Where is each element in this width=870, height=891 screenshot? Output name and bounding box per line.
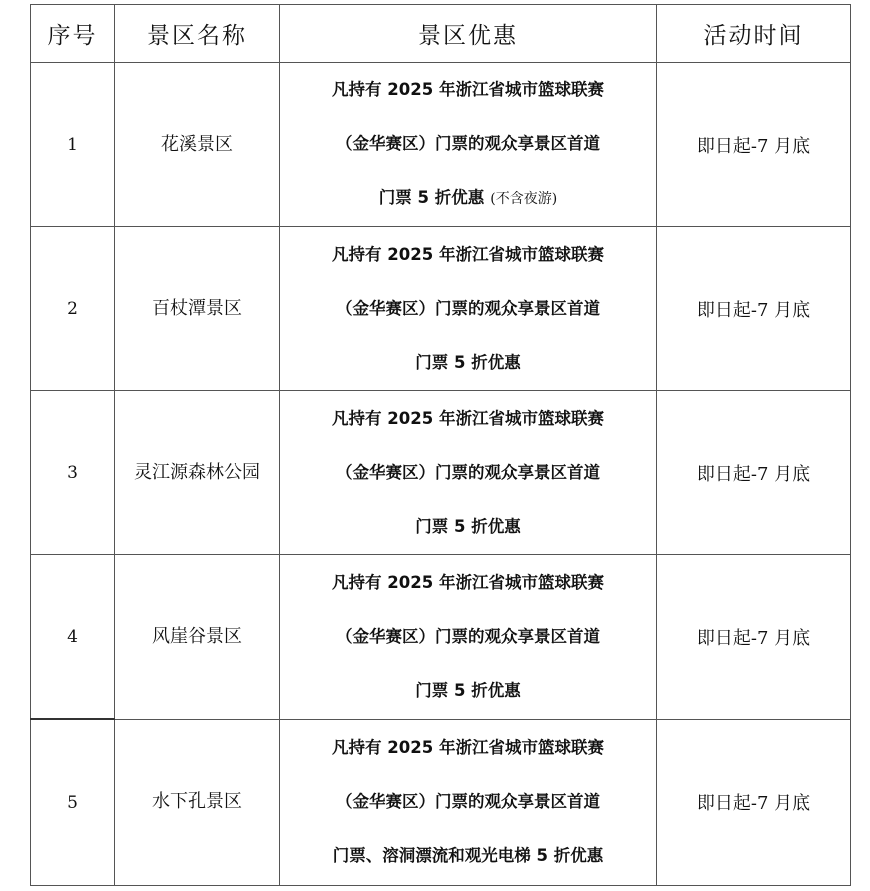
table-header-row: [31, 5, 851, 63]
header-scenic-name: 景区名称: [115, 5, 280, 63]
offer-line-last: [280, 171, 656, 226]
scenic-offer: [280, 719, 657, 886]
offer-line: 门票 5 折优惠: [415, 516, 521, 536]
scenic-name: 风崖谷景区: [115, 555, 280, 720]
activity-time: 即日起-7 月底: [657, 555, 851, 720]
row-number: 1: [31, 63, 115, 227]
offer-line: 凡持有 2025 年浙江省城市篮球联赛: [332, 244, 604, 264]
table-row: [31, 63, 851, 227]
offer-line-text: 门票 5 折优惠: [378, 188, 485, 207]
scenic-name: 灵江源森林公园: [115, 391, 280, 555]
header-scenic-offer: 景区优惠: [280, 5, 657, 63]
offer-line: （金华赛区）门票的观众享景区首道: [336, 298, 600, 318]
scenic-name: 花溪景区: [115, 63, 280, 227]
offer-line: （金华赛区）门票的观众享景区首道: [336, 792, 600, 812]
scenic-name: 百杖潭景区: [115, 227, 280, 391]
scenic-name: 水下孔景区: [115, 719, 280, 886]
row-number: 3: [31, 391, 115, 555]
offer-line: 门票、溶洞漂流和观光电梯 5 折优惠: [332, 846, 604, 866]
header-number: 序号: [31, 5, 115, 63]
activity-time: 即日起-7 月底: [657, 391, 851, 555]
offer-line: 凡持有 2025 年浙江省城市篮球联赛: [332, 572, 604, 592]
table-row: [31, 555, 851, 720]
table-row: [31, 391, 851, 555]
scenic-offer: [280, 555, 657, 720]
offer-line: 凡持有 2025 年浙江省城市篮球联赛: [332, 80, 604, 99]
activity-time: 即日起-7 月底: [657, 227, 851, 391]
offer-line: 门票 5 折优惠: [415, 352, 521, 372]
offer-note: (不含夜游): [490, 191, 558, 207]
offer-line: （金华赛区）门票的观众享景区首道: [336, 626, 600, 646]
header-activity-time: 活动时间: [657, 5, 851, 63]
table-row: [31, 719, 851, 886]
activity-time: 即日起-7 月底: [657, 719, 851, 886]
offer-line: （金华赛区）门票的观众享景区首道: [336, 134, 600, 153]
promotion-table: [30, 4, 851, 886]
row-number: 4: [31, 555, 115, 720]
scenic-offer: [280, 63, 657, 227]
scenic-offer: [280, 391, 657, 555]
offer-line: 门票 5 折优惠: [415, 680, 521, 700]
activity-time: 即日起-7 月底: [657, 63, 851, 227]
offer-line: 凡持有 2025 年浙江省城市篮球联赛: [332, 738, 604, 758]
scenic-offer: [280, 227, 657, 391]
row-number: 5: [31, 719, 115, 886]
table-row: [31, 227, 851, 391]
row-number: 2: [31, 227, 115, 391]
offer-line: 凡持有 2025 年浙江省城市篮球联赛: [332, 408, 604, 428]
offer-line: （金华赛区）门票的观众享景区首道: [336, 462, 600, 482]
